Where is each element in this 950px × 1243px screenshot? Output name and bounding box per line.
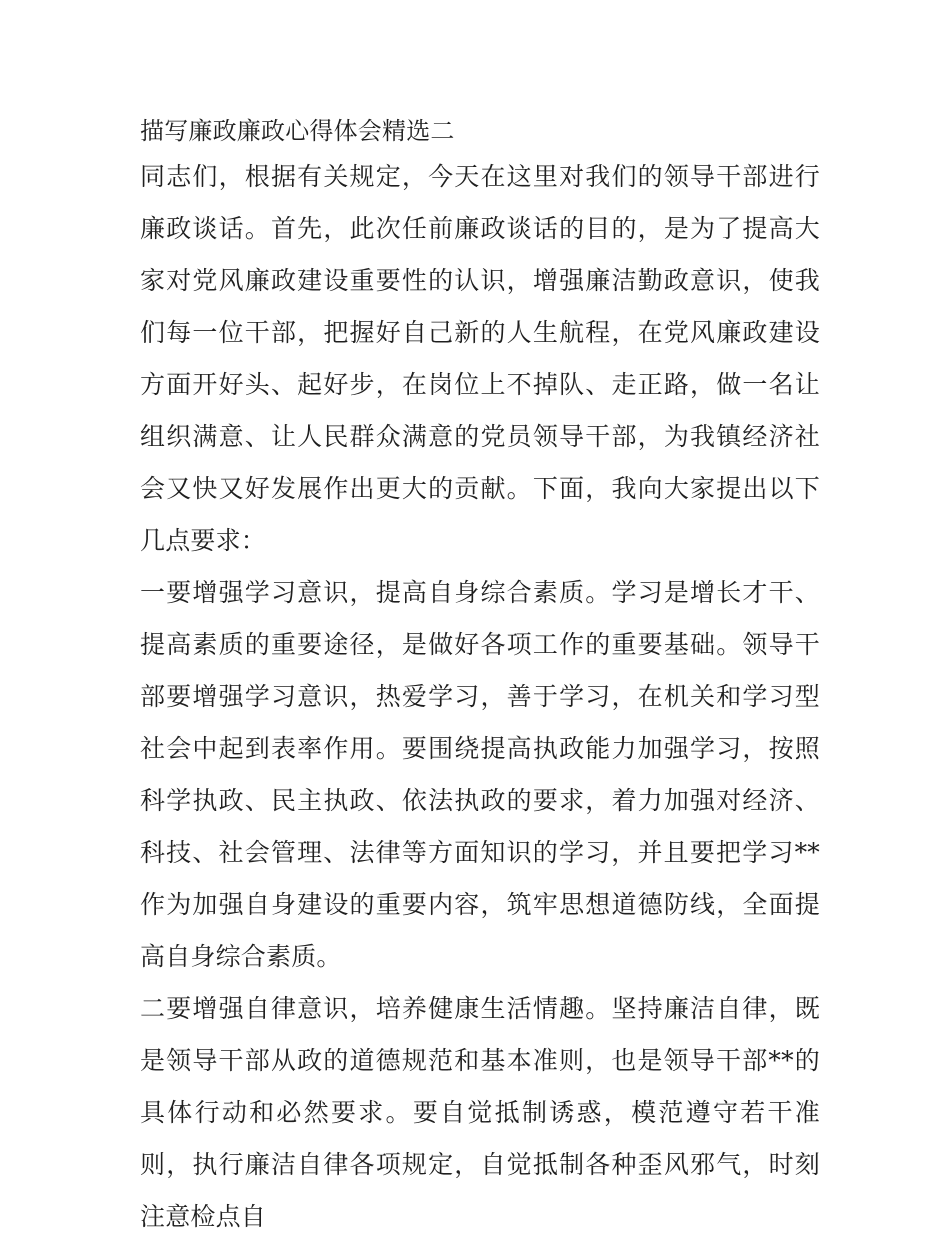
document-body — [140, 111, 820, 1243]
paragraph-intro: 同志们，根据有关规定，今天在这里对我们的领导干部进行廉政谈话。首先，此次任前廉政谈话的目的，是为了提高大家对党风廉政建设重要性的认识，增强廉洁勤政意识，使我们每一位干部，把握好自己新的人生航程，在党风廉政建设方面开好头、起好步，在岗位上不掉队、走正路，做一名让组织满意、让人民群众满意的党员领导干部，为我镇经济社会又快又好发展作出更大的贡献。下面，我向大家提出以下几点要求： — [140, 162, 820, 555]
paragraph-learning: 一要增强学习意识，提高自身综合素质。学习是增长才干、提高素质的重要途径，是做好各项工作的重要基础。领导干部要增强学习意识，热爱学习，善于学习，在机关和学习型社会中起到表率作用。要围绕提高执政能力加强学习，按照科学执政、民主执政、依法执政的要求，着力加强对经济、科技、社会管理、法律等方面知识的学习，并且要把学习**作为加强自身建设的重要内容，筑牢思想道德防线，全面提高自身综合素质。 — [140, 578, 820, 971]
document-title: 描写廉政廉政心得体会精选二 — [140, 117, 455, 145]
paragraph-self-discipline: 二要增强自律意识，培养健康生活情趣。坚持廉洁自律，既是领导干部从政的道德规范和基本准则，也是领导干部**的具体行动和必然要求。要自觉抵制诱惑，模范遵守若干准则，执行廉洁自律各项规定，自觉抵制各种歪风邪气，时刻注意检点自 — [140, 994, 820, 1231]
